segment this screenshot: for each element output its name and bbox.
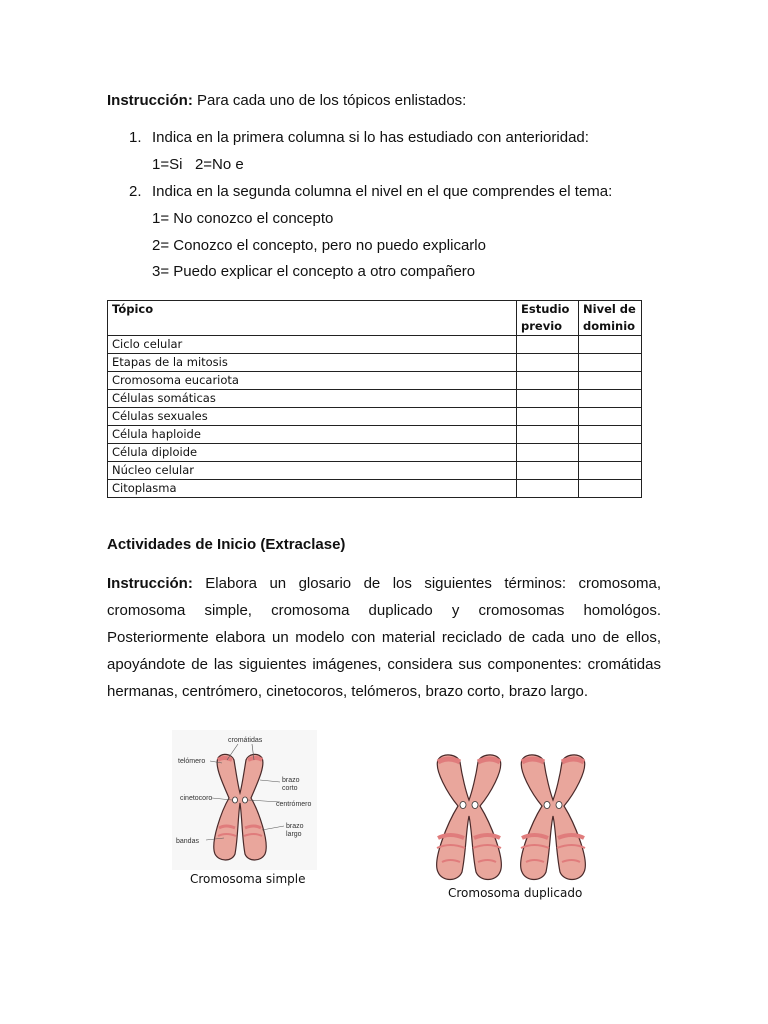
label-telomero: telómero [178,758,206,765]
nivel-dominio-cell[interactable] [579,462,642,480]
activities-paragraph [107,570,661,705]
estudio-previo-cell[interactable] [517,336,579,354]
topic-cell: Célula haploide [108,426,517,444]
list-item-number: 1. [129,129,142,146]
nivel-dominio-cell[interactable] [579,480,642,498]
table-row [108,372,642,390]
topic-cell: Cromosoma eucariota [108,372,517,390]
estudio-previo-cell[interactable] [517,462,579,480]
table-row [108,408,642,426]
estudio-previo-cell[interactable] [517,426,579,444]
label-brazo-corto-1: brazo [282,777,300,784]
topic-cell: Ciclo celular [108,336,517,354]
table-header-row [108,301,642,336]
label-centromero: centrómero [276,801,312,808]
topic-cell: Células somáticas [108,390,517,408]
activities-text: Elabora un glosario de los siguientes términos: cromosoma, cromosoma simple, cromosoma duplicado y cromosomas homológos. Posteriormente elabora un modelo con material reciclado de cada uno de ellos, apoyándote de las siguientes imágenes, considera sus componentes: cromátidas hermanas, centrómero, cinetocoros, telómeros, brazo corto, brazo largo. [107,575,661,700]
intro-label: Instrucción: [107,92,193,109]
list-item-sub: 3= Puedo explicar el concepto a otro compañero [152,263,476,280]
nivel-dominio-cell[interactable] [579,408,642,426]
simple-chromosome-figure [172,730,317,870]
list-item-text: Indica en la segunda columna el nivel en el que comprendes el tema: [152,183,613,200]
list-item-sub: 2= Conozco el concepto, pero no puedo explicarlo [152,237,486,254]
duplicated-chromosome-figure [428,750,598,885]
label-cromatidas: cromátidas [228,737,263,744]
topics-table [107,300,642,498]
topic-cell: Célula diploide [108,444,517,462]
list-item-number: 2. [129,183,142,200]
topic-cell: Citoplasma [108,480,517,498]
table-row [108,354,642,372]
nivel-dominio-cell[interactable] [579,426,642,444]
label-brazo-corto-2: corto [282,785,298,792]
nivel-dominio-cell[interactable] [579,336,642,354]
intro-text: Para cada uno de los tópicos enlistados: [192,92,467,109]
nivel-dominio-cell[interactable] [579,372,642,390]
topic-cell: Células sexuales [108,408,517,426]
list-item-text: Indica en la primera columna si lo has estudiado con anterioridad: [152,129,589,146]
estudio-previo-cell[interactable] [517,354,579,372]
intro-instruction [107,92,466,109]
header-nivel-dominio: Nivel de dominio [579,301,642,336]
table-row [108,480,642,498]
table-row [108,390,642,408]
list-item-sub: 1=Si 2=No e [152,156,244,173]
label-brazo-largo-2: largo [286,831,302,838]
list-item-sub: 1= No conozco el concepto [152,210,334,227]
topic-cell: Núcleo celular [108,462,517,480]
table-row [108,444,642,462]
estudio-previo-cell[interactable] [517,480,579,498]
duplicated-chromosome-image [437,755,586,880]
estudio-previo-cell[interactable] [517,408,579,426]
caption-simple: Cromosoma simple [190,872,306,886]
nivel-dominio-cell[interactable] [579,354,642,372]
table-row [108,426,642,444]
nivel-dominio-cell[interactable] [579,444,642,462]
header-estudio-previo: Estudio previo [517,301,579,336]
activities-label: Instrucción: [107,575,193,592]
caption-duplicado: Cromosoma duplicado [448,886,583,900]
estudio-previo-cell[interactable] [517,372,579,390]
topic-cell: Etapas de la mitosis [108,354,517,372]
activities-title: Actividades de Inicio (Extraclase) [107,536,346,553]
nivel-dominio-cell[interactable] [579,390,642,408]
header-topico: Tópico [108,301,517,336]
label-bandas: bandas [176,838,199,845]
table-row [108,462,642,480]
label-brazo-largo-1: brazo [286,823,304,830]
estudio-previo-cell[interactable] [517,444,579,462]
table-row [108,336,642,354]
estudio-previo-cell[interactable] [517,390,579,408]
label-cinetocoro: cinetocoro [180,795,213,802]
